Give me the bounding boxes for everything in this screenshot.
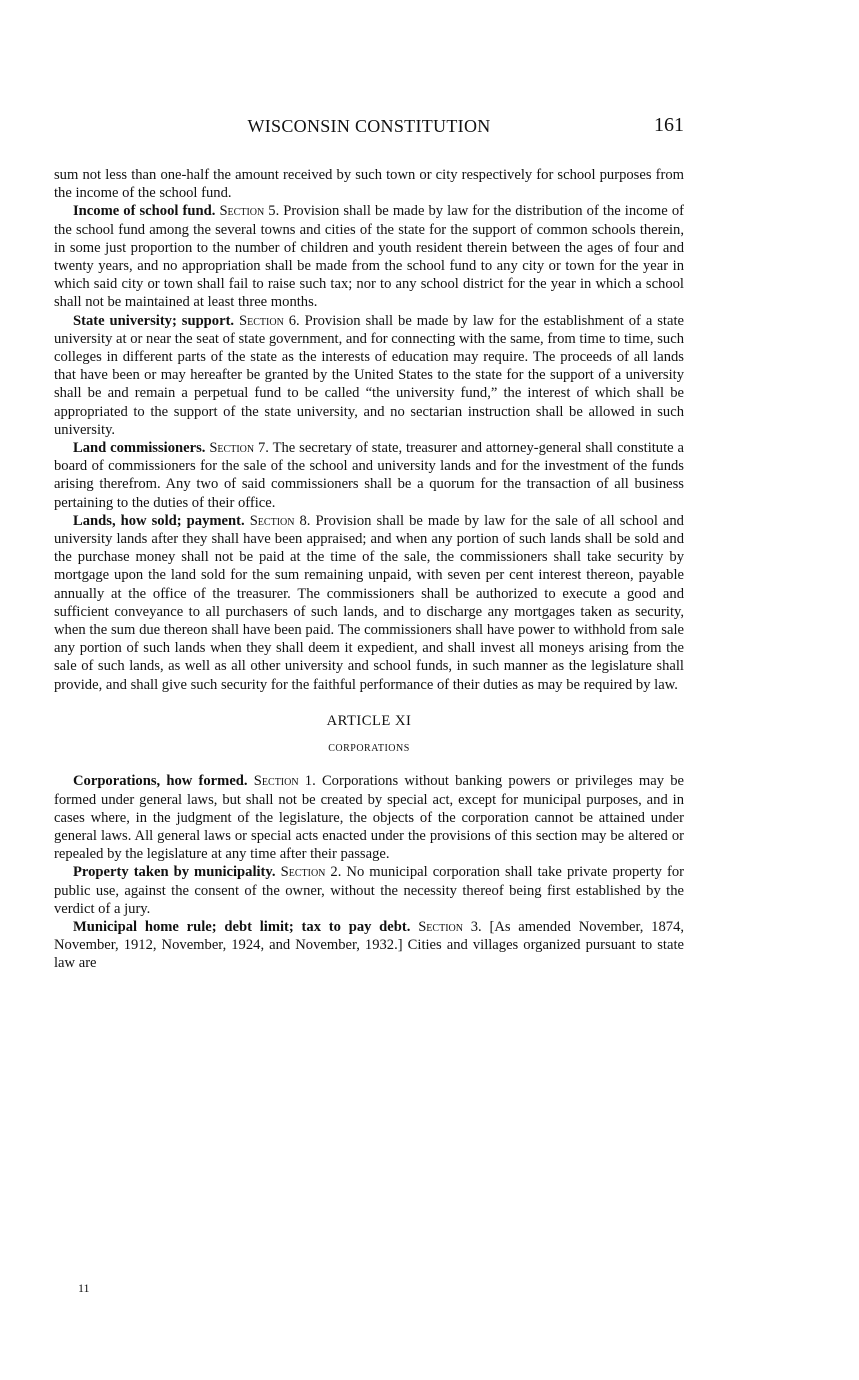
paragraph-section-7 (54, 439, 684, 512)
signature-mark: 11 (78, 1281, 90, 1295)
paragraph-text: Provision shall be made by law for the establishment of a state university at or near the seat of state government, and for connecting with the same, from time to time, such colleges in different parts of the state as the interests of education may require. The proceeds of all lands that have been or may hereafter be granted by the United States to the state for the support of a university shall be and remain a perpetual fund to be called “the university fund,” the interest of which shall be appropriated to the support of the state university, and no sectarian instruction shall be allowed in such university. (54, 312, 684, 438)
paragraph-text: [As amended November, 1874, November, 1912, November, 1924, and November, 1932.] Cities and villages organized pursuant to state law are (54, 918, 685, 972)
body-text (54, 166, 684, 973)
side-heading: Income of school fund. (73, 203, 216, 220)
page-number: 161 (654, 114, 684, 136)
side-heading: Corporations, how formed. (73, 773, 248, 790)
side-heading: Property taken by municipality. (73, 864, 276, 881)
paragraph-continuation: sum not less than one-half the amount received by such town or city respectively for school purposes from the income of the school fund. (54, 167, 684, 202)
section-label: Section 7. (209, 440, 269, 457)
paragraph-text: Provision shall be made by law for the distribution of the income of the school fund among the several towns and cities of the state for the support of common schools therein, in some just proportion to the number of children and youth resident therein between the ages of four and twenty years, and no appropriation shall be made from the school fund to any city or town for the year in which said city or town shall fail to raise such tax; nor to any school district for the year in which a school shall not be maintained at least three months. (54, 203, 684, 311)
section-label: Section 3. (418, 918, 482, 935)
side-heading: Municipal home rule; debt limit; tax to pay debt. (73, 918, 411, 935)
paragraph-text: The secretary of state, treasurer and attorney-general shall constitute a board of commissioners for the sale of the school and university lands and for the investment of the funds arising therefrom. Any two of said commissioners shall be a quorum for the transaction of all business pertaining to the duties of their office. (54, 440, 684, 511)
section-label: Section 6. (239, 312, 300, 329)
side-heading: Lands, how sold; payment. (73, 512, 245, 529)
section-label: Section 2. (280, 864, 342, 881)
section-label: Section 1. (253, 773, 316, 790)
section-label: Section 8. (249, 512, 311, 529)
side-heading: Land commissioners. (73, 440, 206, 457)
running-title: WISCONSIN CONSTITUTION (247, 116, 491, 136)
paragraph-section-5 (54, 202, 684, 311)
side-heading: State university; support. (73, 312, 235, 329)
paragraph-article-section-1 (54, 772, 684, 863)
paragraph-text: Corporations without banking powers or privileges may be formed under general laws, but shall not be created by special act, except for municipal purposes, and in cases where, in the judgment of the legislature, the objects of the corporation cannot be attained under general laws. All general laws or special acts enacted under the provisions of this section may be altered or repealed by the legislature at any time after their passage. (54, 773, 684, 863)
paragraph-article-section-3 (54, 918, 684, 973)
paragraph-text: Provision shall be made by law for the sale of all school and university lands after they shall have been appraised; and when any portion of such lands shall be sold and the purchase money shall not be paid at the time of the sale, the commissioners shall take security by mortgage upon the land sold for the sum remaining unpaid, with seven per cent interest thereon, payable annually at the office of the treasurer. The commissioners shall be authorized to execute a good and sufficient conveyance to all purchasers of such lands, and to discharge any mortgages taken as security, when the sum due thereon shall have been paid. The commissioners shall have power to withhold from sale any portion of such lands when they shall deem it expedient, and shall invest all moneys arising from the sale of such lands, as well as all other university and school funds, in such manner as the legislature shall provide, and shall give such security for the faithful performance of their duties as may be required by law. (54, 512, 684, 693)
section-label: Section 5. (219, 203, 280, 220)
paragraph-article-section-2 (54, 863, 684, 918)
article-subheading: CORPORATIONS (328, 743, 410, 755)
paragraph-text: No municipal corporation shall take private property for public use, against the consent of the owner, without the necessity thereof being first established by the verdict of a jury. (54, 864, 684, 917)
page-header (54, 116, 684, 142)
paragraph-section-8 (54, 512, 684, 694)
article-heading: ARTICLE XI (326, 712, 412, 729)
paragraph-section-6 (54, 312, 684, 439)
